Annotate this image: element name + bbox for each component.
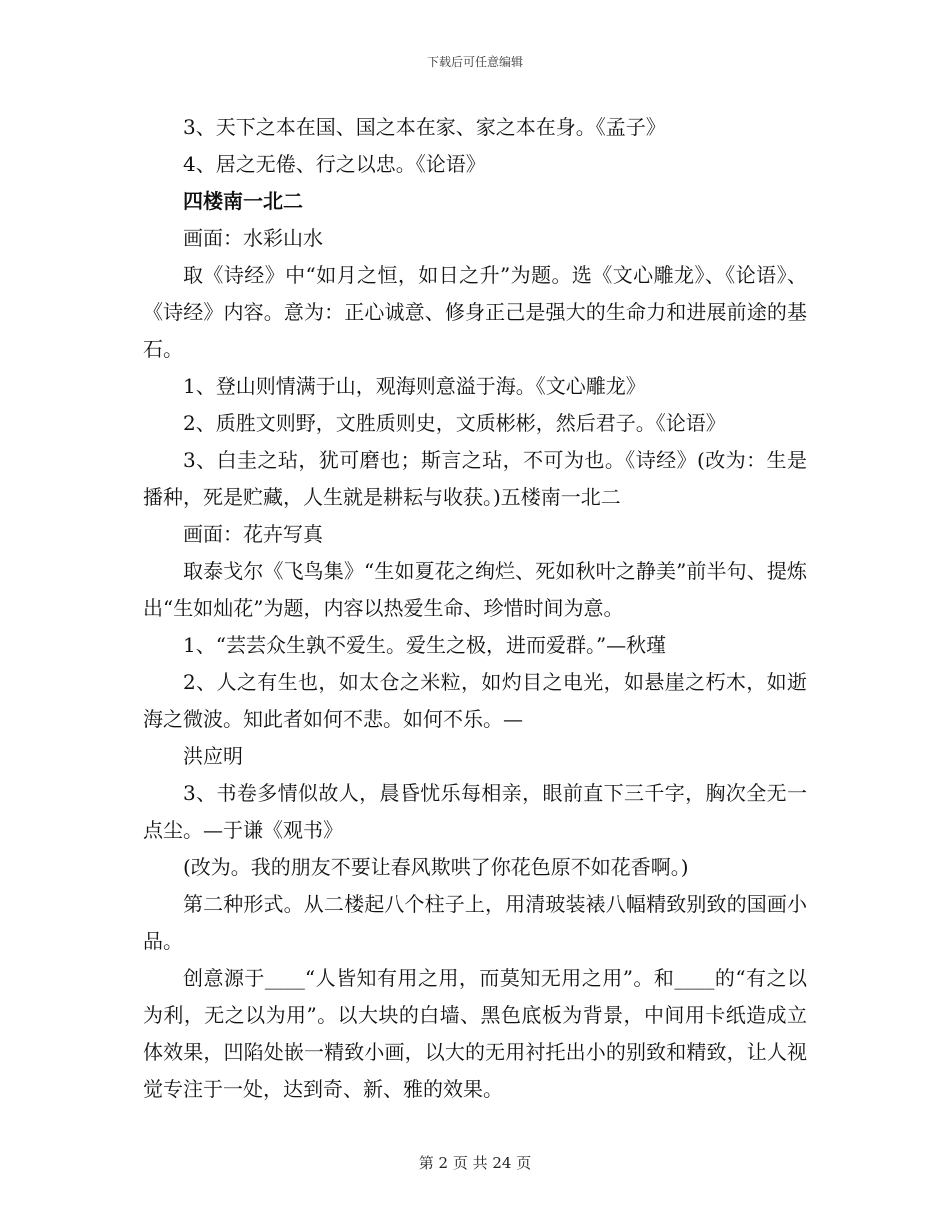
- page-number: 第 2 页 共 24 页: [418, 1154, 532, 1172]
- paragraph: 4、居之无倦、行之以忠。《论语》: [183, 152, 486, 176]
- paragraph: 画面：花卉写真: [183, 522, 323, 546]
- paragraph: 1、登山则情满于山，观海则意溢于海。《文心雕龙》: [183, 374, 646, 398]
- paragraph: 3、书卷多情似故人，晨昏忧乐每相亲，眼前直下三千字，胸次全无一点尘。—于谦《观书》: [143, 781, 807, 842]
- paragraph: 洪应明: [183, 744, 243, 768]
- paragraph: 创意源于____“人皆知有用之用，而莫知无用之用”。和____的“有之以为利，无之以为用”。以大块的白墙、黑色底板为背景，中间用卡纸造成立体效果，凹陷处嵌一精致小画，以大的无用衬托出小的别致和精致，让人视觉专注于一处，达到奇、新、雅的效果。: [143, 966, 807, 1101]
- paragraph: 1、“芸芸众生孰不爱生。爱生之极，进而爱群。”—秋瑾: [183, 633, 667, 657]
- paragraph: 画面：水彩山水: [183, 226, 323, 250]
- paragraph: 2、质胜文则野，文胜质则史，文质彬彬，然后君子。《论语》: [183, 411, 726, 435]
- paragraph: 2、人之有生也，如太仓之米粒，如灼目之电光，如悬崖之朽木，如逝海之微波。知此者如何不悲。如何不乐。—: [143, 670, 807, 731]
- paragraph: 3、天下之本在国、国之本在家、家之本在身。《孟子》: [183, 115, 666, 139]
- paragraph: 取《诗经》中“如月之恒，如日之升”为题。选《文心雕龙》、《论语》、《诗经》内容。意为：正心诚意、修身正己是强大的生命力和进展前途的基石。: [143, 263, 807, 361]
- paragraph: 第二种形式。从二楼起八个柱子上，用清玻装裱八幅精致别致的国画小品。: [143, 892, 807, 953]
- paragraph: 3、白圭之玷，犹可磨也；斯言之玷，不可为也。《诗经》(改为：生是播种，死是贮藏，人生就是耕耘与收获。)五楼南一北二: [143, 448, 807, 509]
- paragraph: (改为。我的朋友不要让春风欺哄了你花色原不如花香啊。): [183, 855, 689, 879]
- section-heading: 四楼南一北二: [183, 189, 303, 213]
- paragraph: 取泰戈尔《飞鸟集》“生如夏花之绚烂、死如秋叶之静美”前半句、提炼出“生如灿花”为题，内容以热爱生命、珍惜时间为意。: [143, 559, 807, 620]
- page-header: 下载后可任意编辑: [426, 55, 523, 69]
- document-body: [143, 109, 807, 1108]
